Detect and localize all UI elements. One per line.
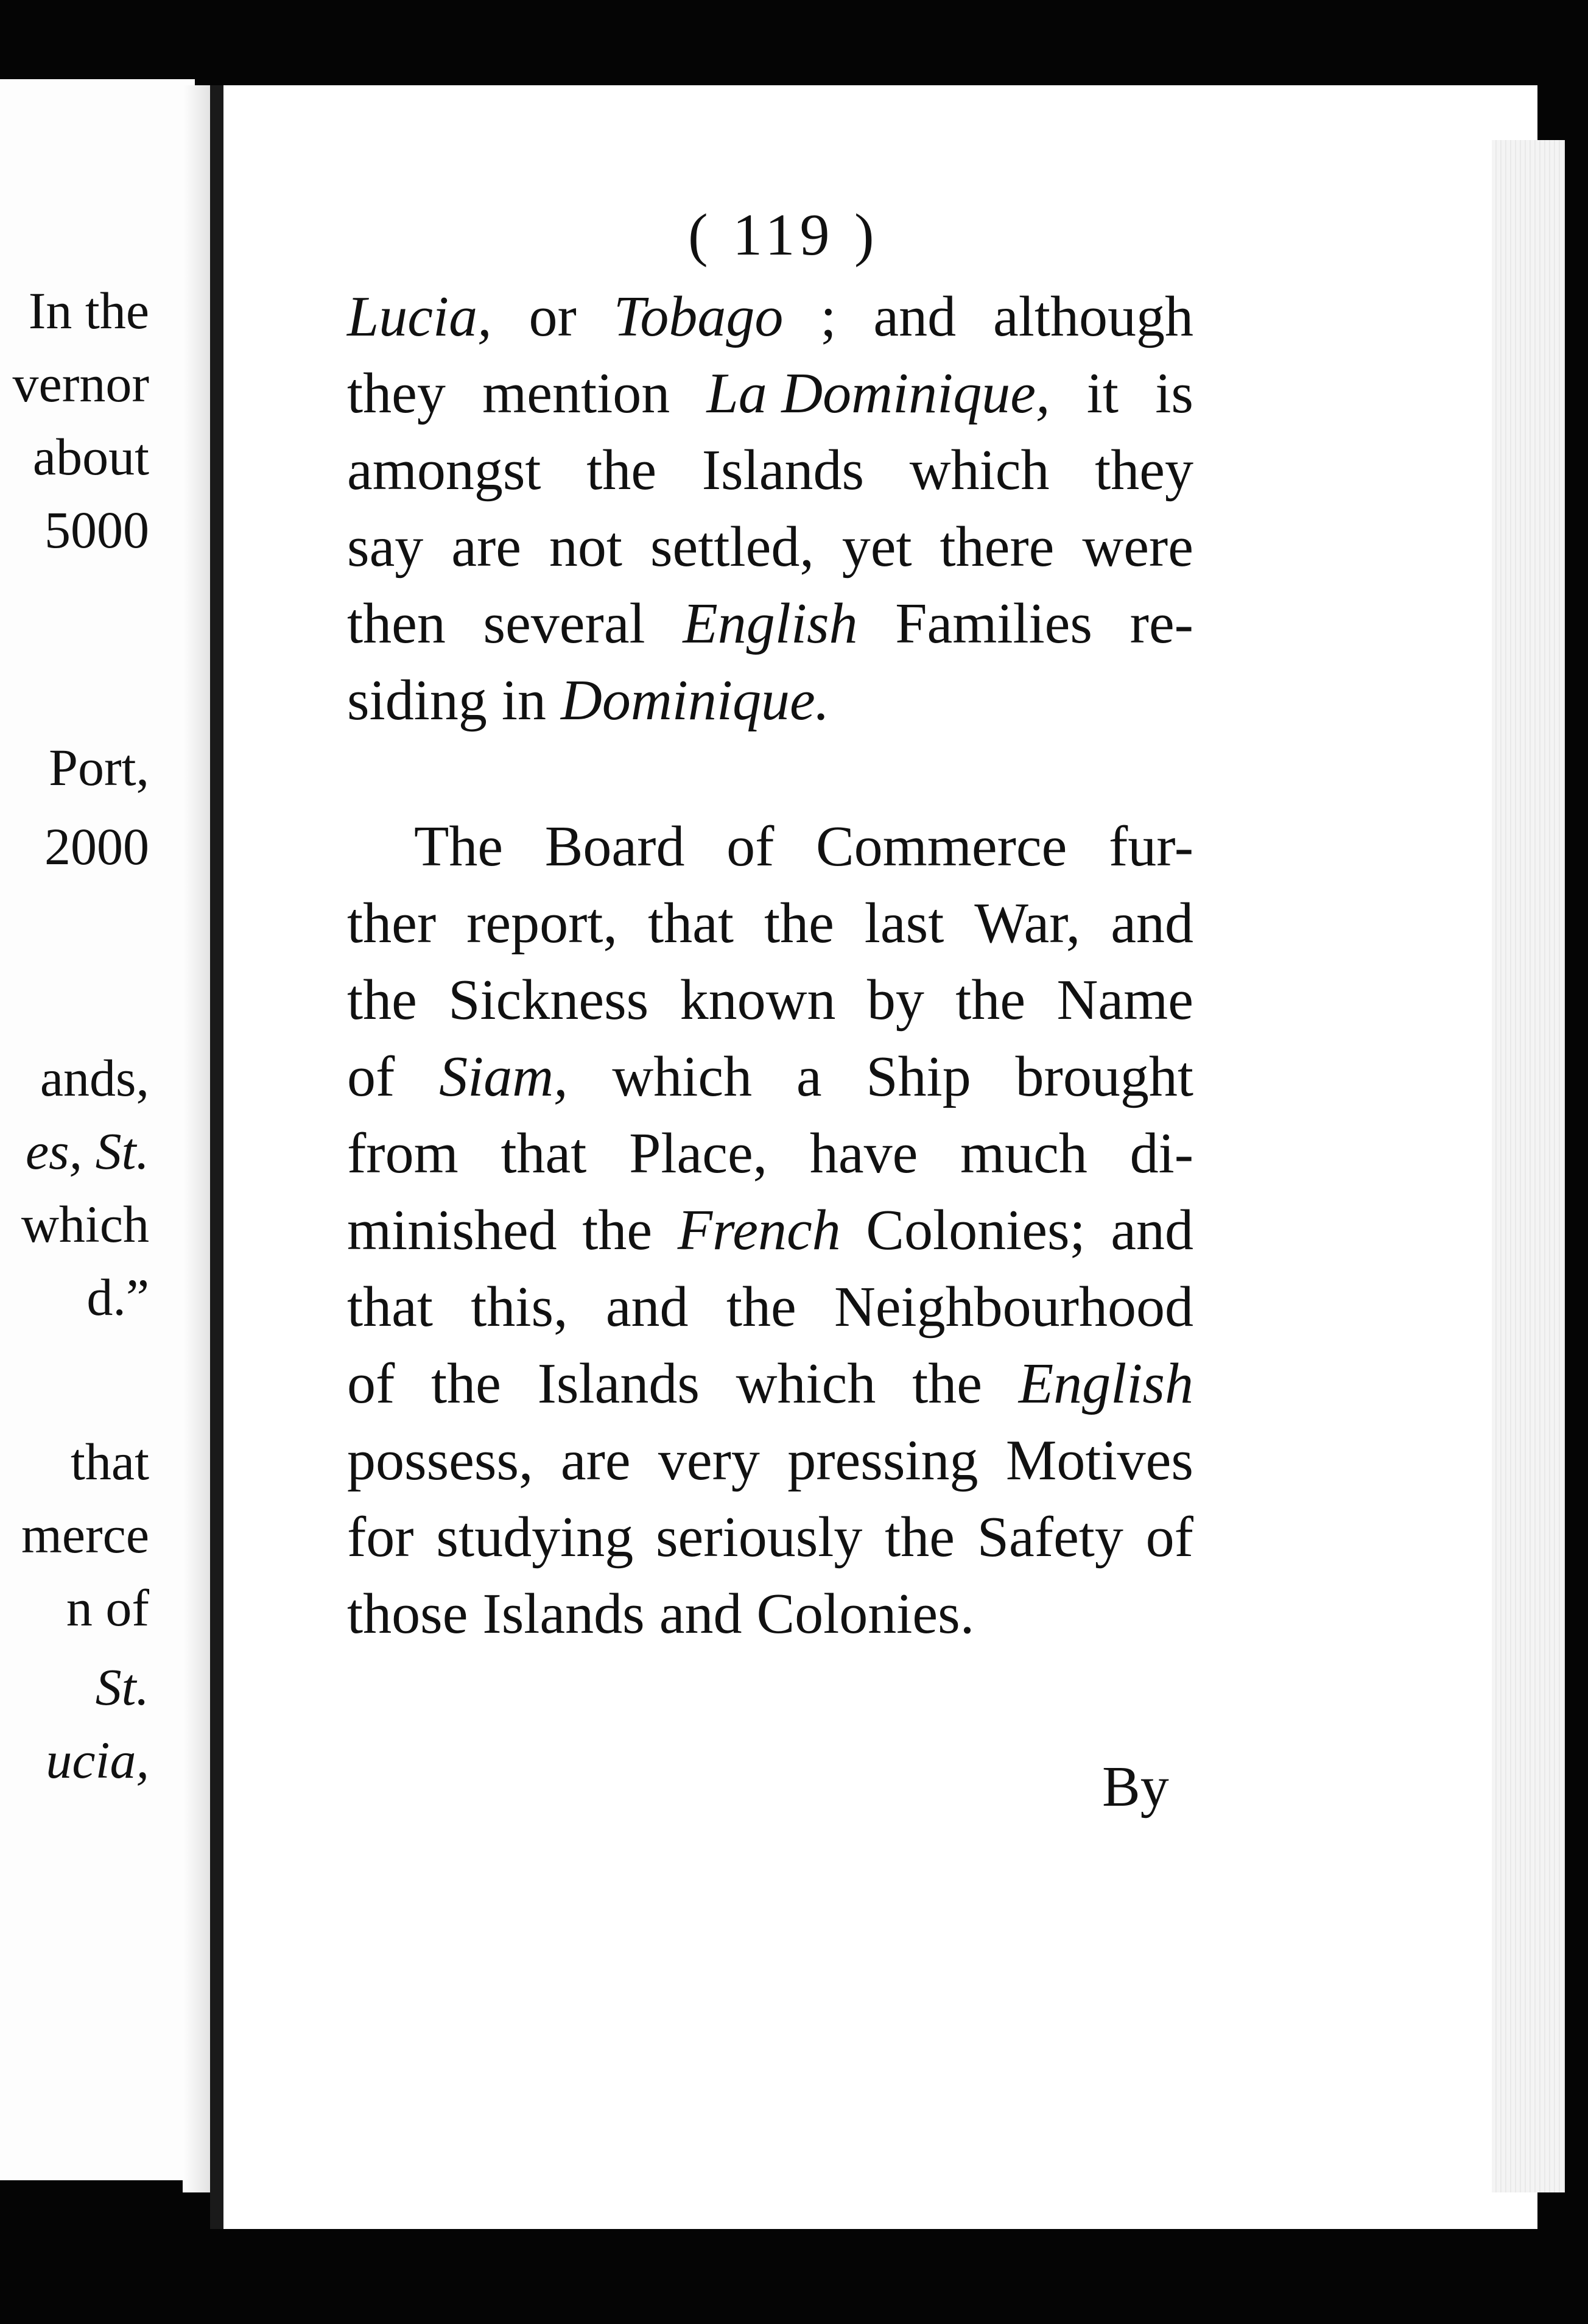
word: amongst xyxy=(347,438,541,502)
facing-page-line: 2000 xyxy=(44,817,149,876)
facing-page-line: Port, xyxy=(49,738,149,797)
word: settled, xyxy=(650,515,814,579)
word: ; xyxy=(820,285,837,348)
word: this, xyxy=(471,1275,568,1339)
word: which xyxy=(612,1045,753,1108)
facing-page-line: ucia, xyxy=(46,1731,149,1789)
word: for xyxy=(347,1505,414,1569)
word: which xyxy=(736,1352,876,1415)
word: the xyxy=(431,1352,501,1415)
text-line xyxy=(347,664,1193,737)
word: Islands xyxy=(701,438,865,502)
word: Safety xyxy=(977,1505,1123,1569)
word: Ship xyxy=(866,1045,971,1108)
text-line xyxy=(347,1270,1193,1343)
word: not xyxy=(549,515,623,579)
word: Sickness xyxy=(448,968,649,1032)
word: they xyxy=(347,362,446,425)
word: which xyxy=(909,438,1050,502)
word: the xyxy=(347,968,417,1032)
word: say xyxy=(347,515,424,579)
word: that xyxy=(347,1275,433,1339)
word: and xyxy=(659,1582,742,1646)
word: that xyxy=(501,1122,587,1185)
word: and xyxy=(1111,1199,1193,1262)
word: although xyxy=(993,285,1193,348)
word: English xyxy=(1018,1352,1193,1415)
facing-page-line: St. xyxy=(95,1658,149,1716)
facing-page-line: In the xyxy=(28,281,149,340)
word: the xyxy=(764,892,834,955)
text-line xyxy=(347,1040,1193,1113)
word: then xyxy=(347,592,446,655)
word: Board xyxy=(544,815,685,878)
facing-page-line: d.” xyxy=(86,1268,149,1326)
word: Tobago xyxy=(613,285,784,348)
word: have xyxy=(809,1122,918,1185)
facing-page-line: ands, xyxy=(40,1049,149,1107)
word: of xyxy=(347,1045,395,1108)
facing-page xyxy=(0,79,195,2180)
text-line xyxy=(347,357,1193,430)
text-line xyxy=(347,280,1193,353)
word: report, xyxy=(466,892,618,955)
word: minished xyxy=(347,1199,557,1262)
word: Dominique. xyxy=(560,669,830,732)
word: of xyxy=(1145,1505,1193,1569)
word: re- xyxy=(1130,592,1193,655)
text-line xyxy=(347,887,1193,960)
word: of xyxy=(347,1352,395,1415)
word: in xyxy=(501,669,546,732)
text-line xyxy=(347,510,1193,583)
word: of xyxy=(726,815,775,878)
text-line xyxy=(347,1501,1193,1574)
word: seriously xyxy=(655,1505,863,1569)
word: the xyxy=(885,1505,955,1569)
word: studying xyxy=(436,1505,634,1569)
word: yet xyxy=(841,515,912,579)
word: mention xyxy=(482,362,670,425)
word: the xyxy=(726,1275,796,1339)
word: Siam, xyxy=(439,1045,568,1108)
word: possess, xyxy=(347,1429,533,1492)
word: and xyxy=(605,1275,689,1339)
word: the xyxy=(912,1352,982,1415)
word: di- xyxy=(1130,1122,1193,1185)
word: English xyxy=(683,592,858,655)
word: Islands xyxy=(537,1352,700,1415)
facing-page-line: vernor xyxy=(12,354,149,413)
word: several xyxy=(483,592,645,655)
word: French xyxy=(677,1199,841,1262)
word: the xyxy=(582,1199,653,1262)
page-edges xyxy=(1492,140,1565,2192)
text-line xyxy=(347,1117,1193,1190)
word: Families xyxy=(895,592,1092,655)
text-line xyxy=(347,1194,1193,1267)
facing-page-line: about xyxy=(32,428,149,486)
word: from xyxy=(347,1122,458,1185)
word: and xyxy=(1111,892,1193,955)
word: the xyxy=(955,968,1026,1032)
word: a xyxy=(796,1045,822,1108)
text-line xyxy=(347,1577,1193,1650)
word: by xyxy=(866,968,924,1032)
word: Lucia, xyxy=(347,285,492,348)
word: La Dominique, xyxy=(706,362,1050,425)
text-line xyxy=(347,963,1193,1037)
word: were xyxy=(1082,515,1193,579)
word: and xyxy=(873,285,957,348)
word: Place, xyxy=(629,1122,768,1185)
word: Motives xyxy=(1005,1429,1193,1492)
word: last xyxy=(864,892,944,955)
facing-page-line: which xyxy=(21,1195,149,1253)
word: it xyxy=(1086,362,1119,425)
word: much xyxy=(960,1122,1087,1185)
text-line xyxy=(414,810,1193,883)
text-line xyxy=(347,587,1193,660)
word: brought xyxy=(1015,1045,1193,1108)
text-line xyxy=(347,1347,1193,1420)
word: are xyxy=(451,515,521,579)
word: Name xyxy=(1056,968,1193,1032)
word: Neighbourhood xyxy=(834,1275,1193,1339)
facing-page-line: that xyxy=(71,1432,149,1491)
word: ther xyxy=(347,892,437,955)
page-number: ( 119 ) xyxy=(688,202,879,268)
word: they xyxy=(1095,438,1193,502)
word: there xyxy=(940,515,1055,579)
facing-page-line: 5000 xyxy=(44,501,149,559)
word: is xyxy=(1155,362,1193,425)
word: those xyxy=(347,1582,468,1646)
word: known xyxy=(680,968,836,1032)
text-line xyxy=(347,434,1193,507)
facing-page-line: n of xyxy=(66,1579,149,1637)
catchword: By xyxy=(1102,1755,1169,1819)
word: Colonies; xyxy=(866,1199,1086,1262)
word: that xyxy=(648,892,734,955)
word: Islands xyxy=(482,1582,645,1646)
word: Colonies. xyxy=(756,1582,975,1646)
word: or xyxy=(529,285,577,348)
text-line xyxy=(347,1424,1193,1497)
word: Commerce xyxy=(815,815,1067,878)
word: pressing xyxy=(787,1429,978,1492)
word: The xyxy=(414,815,504,878)
word: War, xyxy=(974,892,1081,955)
word: very xyxy=(658,1429,760,1492)
word: siding xyxy=(347,669,487,732)
word: fur- xyxy=(1108,815,1193,878)
word: the xyxy=(586,438,657,502)
facing-page-line: merce xyxy=(21,1505,149,1564)
facing-page-line: es, St. xyxy=(25,1122,149,1180)
word: are xyxy=(560,1429,631,1492)
